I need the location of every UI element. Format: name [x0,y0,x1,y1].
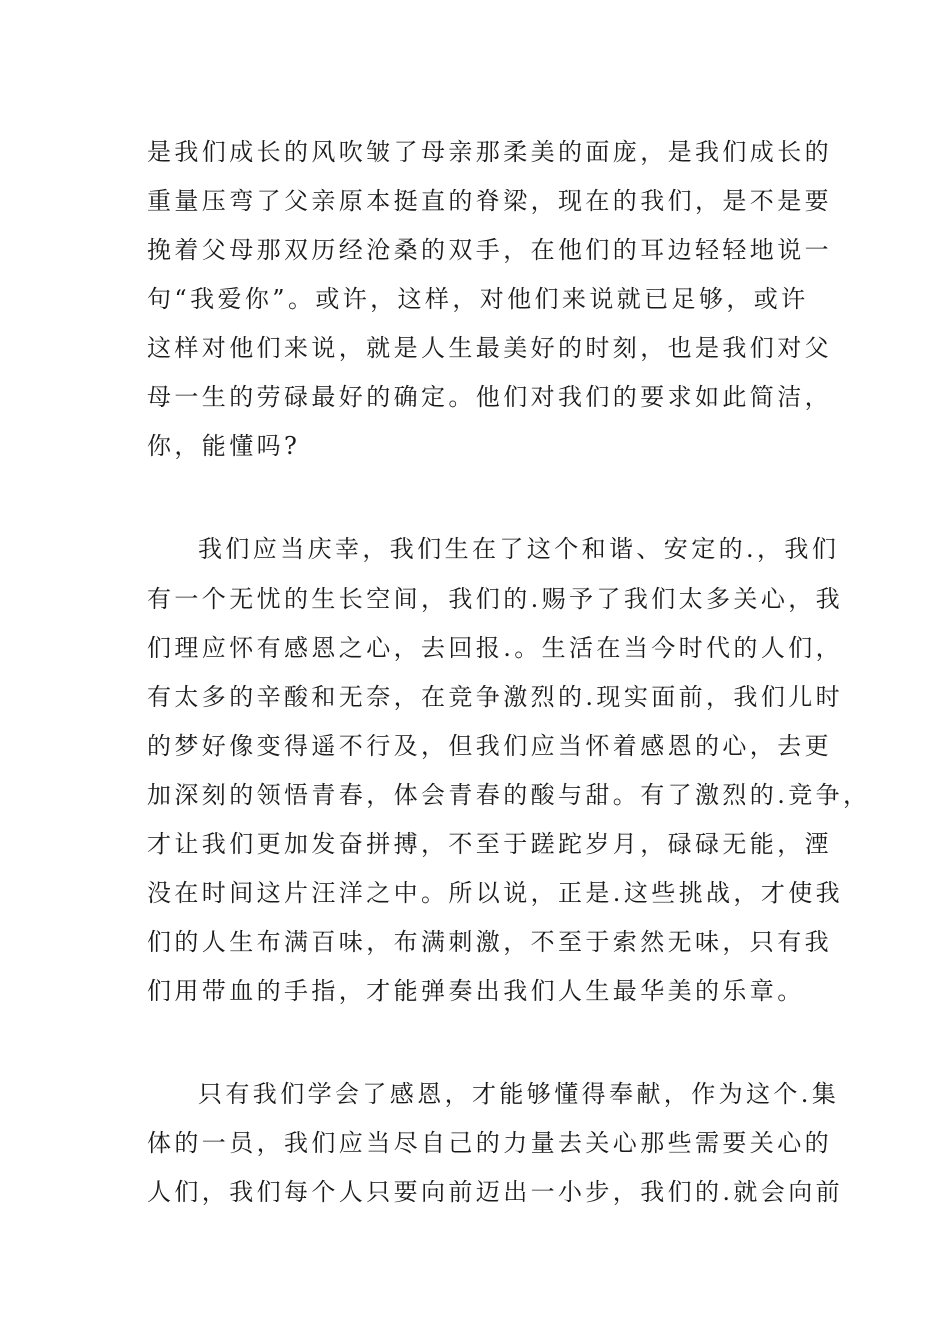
text-line: 们用带血的手指，才能弹奏出我们人生最华美的乐章。 [147,977,805,1005]
text-line: 母一生的劳碌最好的确定。他们对我们的要求如此简洁， [147,383,832,411]
text-line: 没在时间这片汪洋之中。所以说，正是.这些挑战，才使我 [147,879,844,907]
text-line: 加深刻的领悟青春，体会青春的酸与甜。有了激烈的.竞争， [147,781,871,809]
text-line: 重量压弯了父亲原本挺直的脊梁，现在的我们，是不是要 [147,187,832,215]
text-line: 的梦好像变得遥不行及，但我们应当怀着感恩的心，去更 [147,732,832,760]
text-line: 才让我们更加发奋拼搏，不至于蹉跎岁月，碌碌无能，湮 [147,830,832,858]
text-line: 是我们成长的风吹皱了母亲那柔美的面庞，是我们成长的 [147,138,832,166]
text-line: 体的一员，我们应当尽自己的力量去关心那些需要关心的 [147,1129,832,1157]
text-line: 们的人生布满百味，布满刺激，不至于索然无味，只有我 [147,928,832,956]
text-line: 句“我爱你”。或许，这样，对他们来说就已足够，或许 [147,285,809,313]
text-line: 只有我们学会了感恩，才能够懂得奉献，作为这个.集 [198,1080,840,1108]
text-line: 挽着父母那双历经沧桑的双手，在他们的耳边轻轻地说一 [147,236,832,264]
text-line: 人们，我们每个人只要向前迈出一小步，我们的.就会向前 [147,1178,844,1206]
text-line: 这样对他们来说，就是人生最美好的时刻，也是我们对父 [147,334,832,362]
text-line: 有太多的辛酸和无奈，在竞争激烈的.现实面前，我们儿时 [147,683,844,711]
text-line: 你，能懂吗? [147,432,301,460]
text-line: 我们应当庆幸，我们生在了这个和谐、安定的.，我们 [198,535,840,563]
text-line: 们理应怀有感恩之心，去回报.。生活在当今时代的人们， [147,634,844,662]
text-line: 有一个无忧的生长空间，我们的.赐予了我们太多关心，我 [147,585,844,613]
